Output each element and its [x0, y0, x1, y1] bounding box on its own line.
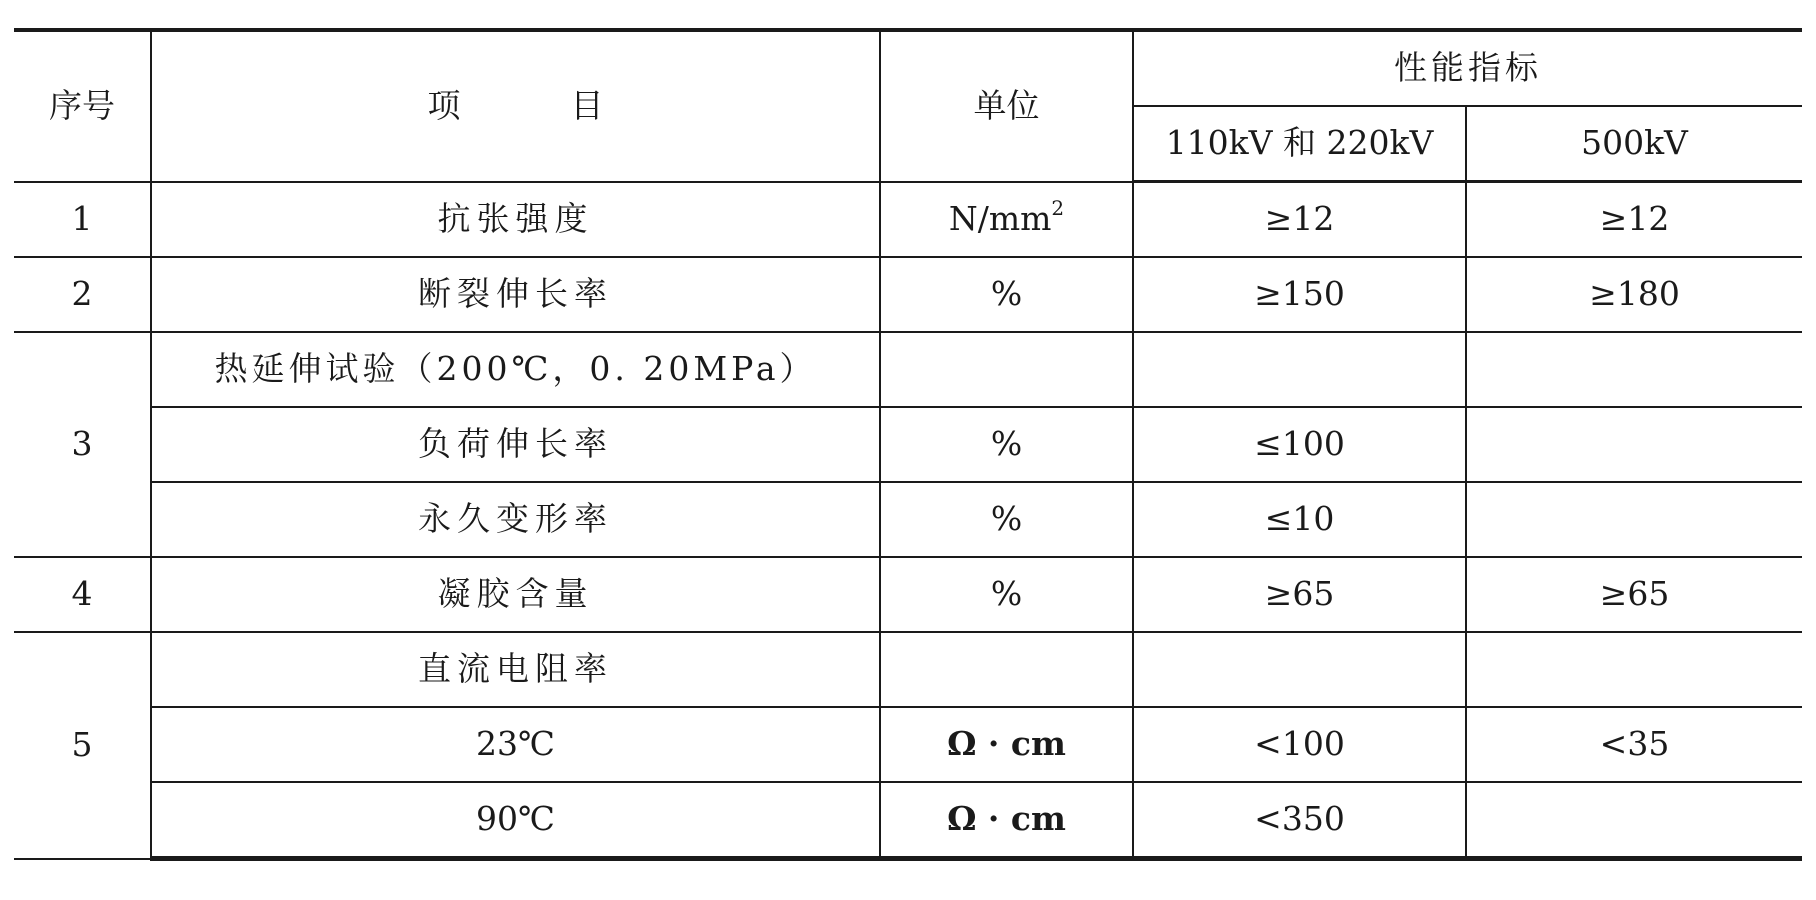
header-unit: 单位: [880, 30, 1133, 182]
row-value-500kv: ≥65: [1466, 557, 1802, 632]
row-value-500kv: [1466, 482, 1802, 557]
unit-superscript: 2: [1051, 196, 1065, 221]
row-no: 3: [14, 332, 151, 557]
row-item: 90℃: [151, 782, 880, 859]
row-unit: [880, 332, 1133, 407]
unit-base: N/mm: [948, 199, 1052, 239]
row-unit: %: [880, 557, 1133, 632]
row-unit: Ω · cm: [880, 707, 1133, 782]
row-no: 4: [14, 557, 151, 632]
row-value-500kv: ≥12: [1466, 182, 1802, 258]
row-item: 负荷伸长率: [151, 407, 880, 482]
row-no: 1: [14, 182, 151, 258]
header-110-220kv: 110kV 和 220kV: [1133, 106, 1466, 182]
row-value-500kv: <35: [1466, 707, 1802, 782]
table-row: [14, 482, 1802, 557]
table-row: [14, 182, 1802, 258]
row-unit: %: [880, 407, 1133, 482]
row-value-500kv: [1466, 632, 1802, 707]
row-value-110-220kv: <100: [1133, 707, 1466, 782]
row-value-500kv: [1466, 782, 1802, 859]
row-value-110-220kv: ≥65: [1133, 557, 1466, 632]
spec-table-container: [14, 28, 1802, 861]
row-no: 5: [14, 632, 151, 859]
table-row: [14, 257, 1802, 332]
table-row: [14, 332, 1802, 407]
row-value-500kv: ≥180: [1466, 257, 1802, 332]
row-no: 2: [14, 257, 151, 332]
table-row: [14, 707, 1802, 782]
header-500kv: 500kV: [1466, 106, 1802, 182]
row-value-110-220kv: <350: [1133, 782, 1466, 859]
row-value-110-220kv: ≥150: [1133, 257, 1466, 332]
row-item: 直流电阻率: [151, 632, 880, 707]
header-item-part-b: 目: [570, 86, 604, 126]
row-unit: [880, 182, 1133, 258]
row-item: 抗张强度: [151, 182, 880, 258]
header-item-part-a: 项: [427, 86, 461, 126]
row-item: 23℃: [151, 707, 880, 782]
header-item: [151, 30, 880, 182]
row-item: 热延伸试验（200℃，0. 20MPa）: [151, 332, 880, 407]
row-item: 凝胶含量: [151, 557, 880, 632]
row-unit: %: [880, 482, 1133, 557]
row-value-110-220kv: [1133, 332, 1466, 407]
table-row: [14, 407, 1802, 482]
row-value-110-220kv: [1133, 632, 1466, 707]
row-value-110-220kv: ≤10: [1133, 482, 1466, 557]
table-row: [14, 632, 1802, 707]
header-row-1: [14, 30, 1802, 106]
row-unit: %: [880, 257, 1133, 332]
table-row: [14, 782, 1802, 859]
row-value-110-220kv: ≤100: [1133, 407, 1466, 482]
row-value-110-220kv: ≥12: [1133, 182, 1466, 258]
header-no: 序号: [14, 30, 151, 182]
table-row: [14, 557, 1802, 632]
row-unit: Ω · cm: [880, 782, 1133, 859]
row-value-500kv: [1466, 332, 1802, 407]
performance-spec-table: [14, 28, 1802, 861]
row-value-500kv: [1466, 407, 1802, 482]
header-performance: 性能指标: [1133, 30, 1802, 106]
row-unit: [880, 632, 1133, 707]
row-item: 永久变形率: [151, 482, 880, 557]
row-item: 断裂伸长率: [151, 257, 880, 332]
